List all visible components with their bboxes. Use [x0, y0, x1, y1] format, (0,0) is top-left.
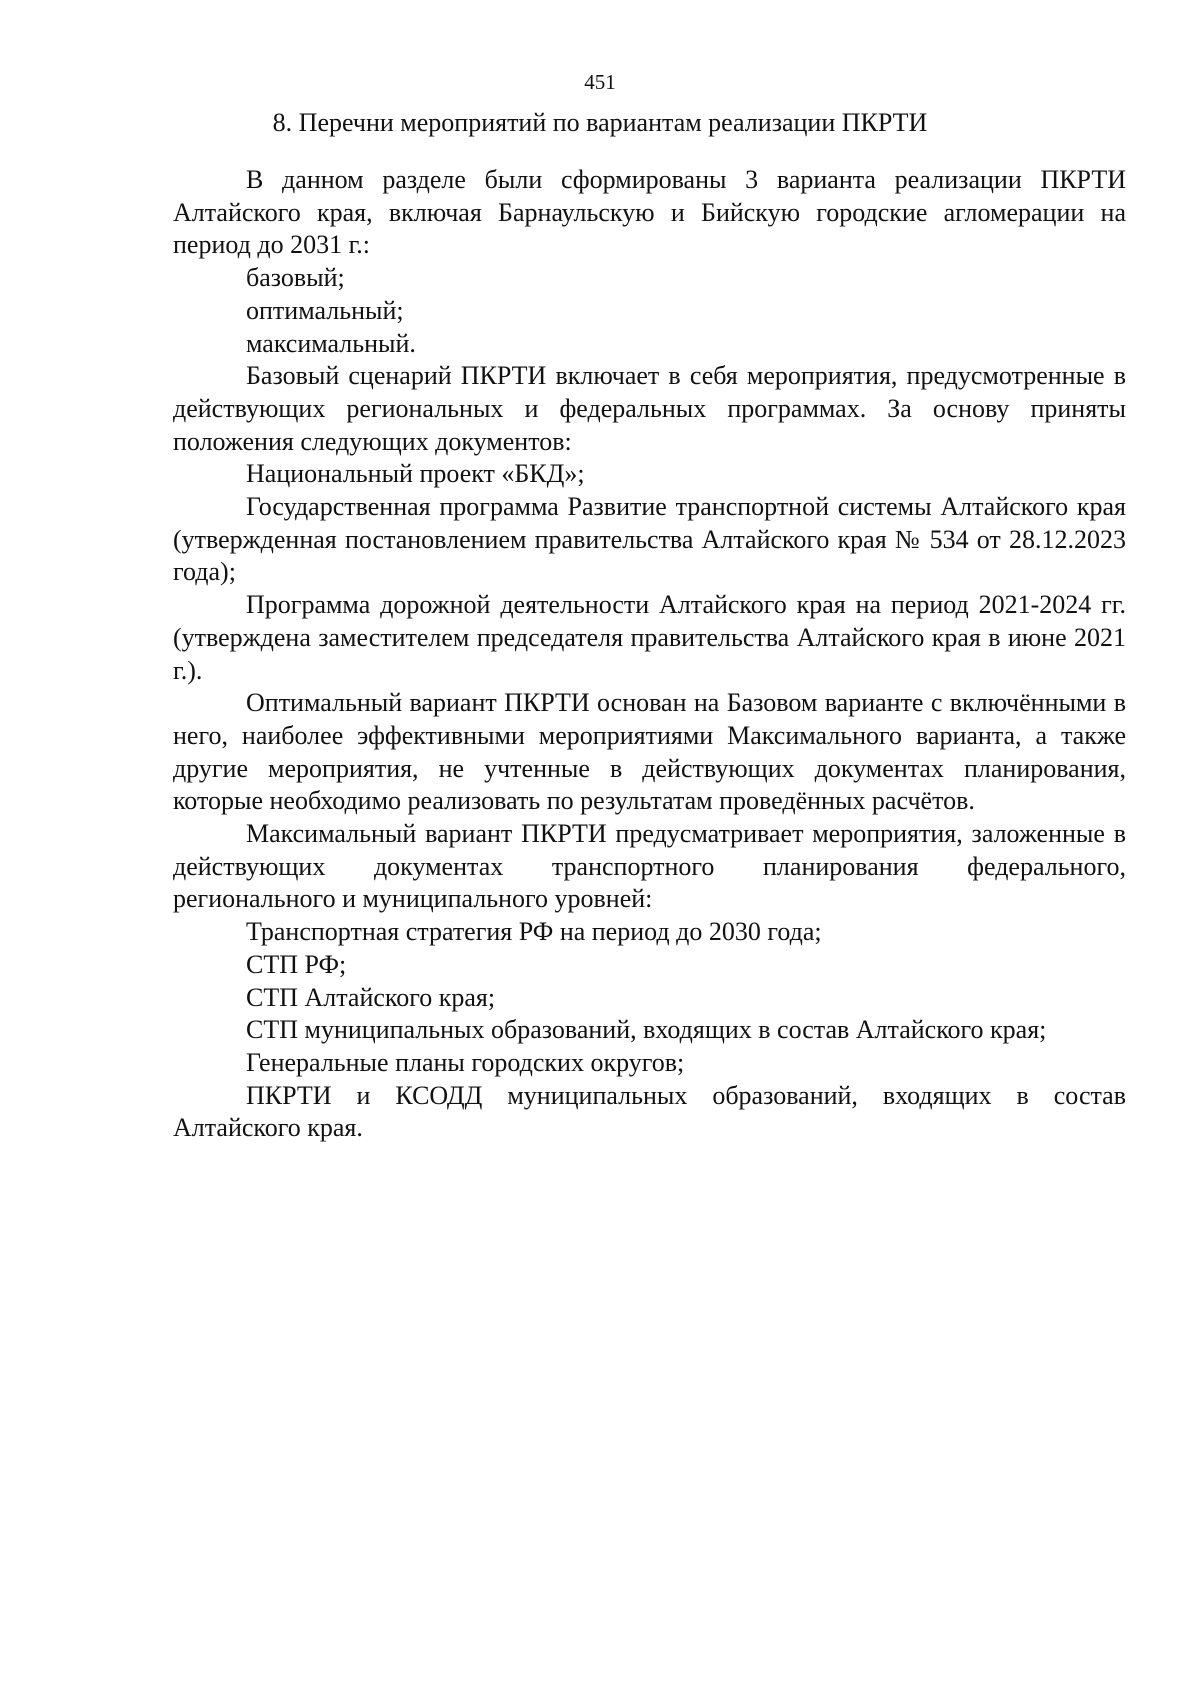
base-scenario-paragraph: Базовый сценарий ПКРТИ включает в себя мероприятия, предусмотренные в действующих региональных и федеральных программах. За основу приняты положения следующих документов: — [173, 361, 1126, 456]
document-body — [173, 164, 1126, 1145]
page-number: 451 — [584, 70, 616, 94]
variant-list-item: максимальный. — [246, 328, 416, 358]
document-list-item: Национальный проект «БКД»; — [246, 459, 585, 489]
planning-document-item: Генеральные планы городских округов; — [246, 1047, 685, 1077]
variant-list-item: базовый; — [246, 263, 345, 293]
document-list-item: Программа дорожной деятельности Алтайского края на период 2021-2024 гг. (утверждена заместителем председателя правительства Алтайского края в июне 2021 г.). — [173, 590, 1126, 685]
optimal-variant-paragraph: Оптимальный вариант ПКРТИ основан на Базовом варианте с включёнными в него, наиболее эффективными мероприятиями Максимального варианта, а также другие мероприятия, не учтенные в действующих документах планирования, которые необходимо реализовать по результатам проведённых расчётов. — [173, 688, 1126, 816]
section-title: 8. Перечни мероприятий по вариантам реализации ПКРТИ — [272, 108, 928, 137]
planning-document-item: СТП Алтайского края; — [246, 982, 496, 1012]
planning-document-item: Транспортная стратегия РФ на период до 2030 года; — [246, 917, 822, 947]
variant-list-item: оптимальный; — [246, 295, 404, 325]
planning-document-item: СТП РФ; — [246, 949, 347, 979]
planning-document-item: ПКРТИ и КСОДД муниципальных образований, входящих в состав Алтайского края. — [173, 1080, 1126, 1143]
maximal-variant-paragraph: Максимальный вариант ПКРТИ предусматривает мероприятия, заложенные в действующих документах транспортного планирования федерального, регионального и муниципального уровней: — [173, 819, 1126, 914]
planning-document-item: СТП муниципальных образований, входящих в состав Алтайского края; — [246, 1015, 1047, 1045]
intro-paragraph: В данном разделе были сформированы 3 варианта реализации ПКРТИ Алтайского края, включая Барнаульскую и Бийскую городские агломерации на период до 2031 г.: — [173, 165, 1126, 260]
document-list-item: Государственная программа Развитие транспортной системы Алтайского края (утвержденная постановлением правительства Алтайского края № 534 от 28.12.2023 года); — [173, 492, 1126, 587]
